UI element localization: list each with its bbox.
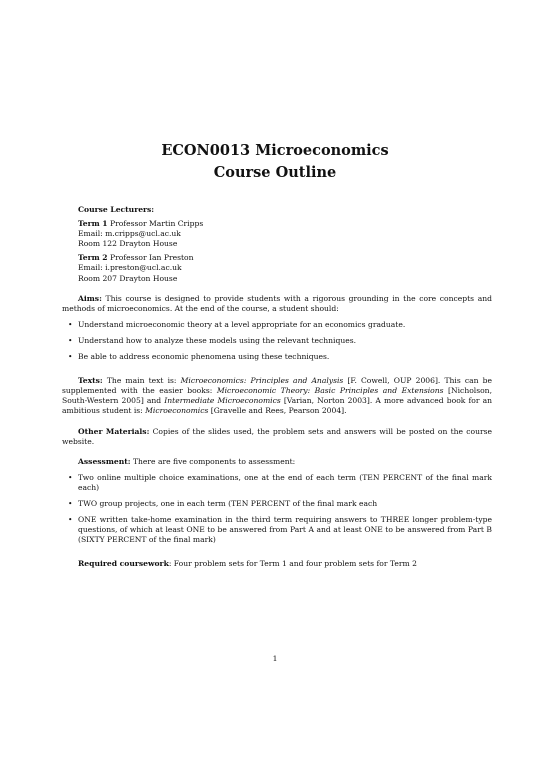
aims-text: This course is designed to provide students with a rigorous grounding in the core concepts and methods of microeconomics. At the end of the course, a student should: (62, 293, 492, 313)
assessment-paragraph (62, 457, 492, 467)
texts-label: Texts: (78, 376, 103, 386)
texts-part1: The main text is: (106, 376, 181, 386)
term1-email: Email: m.cripps@ucl.ac.uk (78, 229, 181, 239)
other-materials-label: Other Materials: (78, 426, 150, 436)
course-title: ECON0013 Microeconomics (161, 142, 389, 159)
lecturers-heading: Course Lecturers: (78, 205, 155, 214)
coursework-text: : Four problem sets for Term 1 and four problem sets for Term 2 (168, 559, 417, 569)
texts-part4: [Varian, Norton 2003]. A more advanced book for an ambitious student is: (62, 396, 492, 416)
document-subtitle: Course Outline (213, 164, 337, 181)
assessment-list (62, 473, 492, 546)
term1-room: Room 122 Drayton House (78, 239, 178, 249)
aims-list (62, 320, 492, 362)
aims-item: • Understand microeconomic theory at a level appropriate for an economics graduate. (62, 320, 492, 330)
other-materials-text: Copies of the slides used, the problem sets and answers will be posted on the course website. (62, 426, 492, 446)
term2-label: Term 2 (78, 253, 108, 263)
document-body (62, 205, 492, 569)
aims-item: • Understand how to analyze these models using the relevant techniques. (62, 336, 492, 346)
aims-label: Aims: (78, 293, 102, 303)
term2-room: Room 207 Drayton House (78, 273, 178, 283)
assessment-item: • ONE written take-home examination in the third term requiring answers to THREE longer problem-type questions, of which at least ONE to be answered from Part A and at least ONE to be answered from Part B (SIXTY PERCENT of the final mark) (62, 515, 492, 545)
coursework-label: Required coursework (78, 559, 169, 569)
texts-part3: [Nicholson, South-Western 2005] and (62, 386, 492, 406)
book3-title: Intermediate Microeconomics (164, 396, 281, 406)
aims-paragraph (62, 294, 492, 314)
book4-title: Microeconomics (145, 406, 209, 416)
main-book-title: Microeconomics: Principles and Analysis (180, 376, 344, 386)
texts-part2: [F. Cowell, OUP 2006]. This can be supplemented with the easier books: (62, 376, 492, 396)
texts-paragraph (62, 376, 492, 416)
book2-title: Microeconomic Theory: Basic Principles and Extensions (216, 386, 444, 396)
term1-lecturer (78, 219, 492, 249)
assessment-item: • TWO group projects, one in each term (TEN PERCENT of the final mark each (62, 499, 492, 509)
term1-name: Professor Martin Cripps (110, 219, 204, 229)
term2-lecturer (78, 253, 492, 283)
term1-label: Term 1 (78, 219, 108, 229)
term2-email: Email: i.preston@ucl.ac.uk (78, 263, 182, 273)
assessment-item: • Two online multiple choice examinations, one at the end of each term (TEN PERCENT of the final mark each) (62, 473, 492, 493)
page-number: 1 (272, 654, 278, 663)
coursework-paragraph (62, 559, 492, 569)
aims-item: • Be able to address economic phenomena using these techniques. (62, 352, 492, 362)
texts-part5: [Gravelle and Rees, Pearson 2004]. (208, 406, 347, 416)
assessment-label: Assessment: (78, 456, 131, 466)
term2-name: Professor Ian Preston (110, 253, 194, 263)
assessment-text: There are five components to assessment: (132, 456, 296, 466)
other-materials-paragraph (62, 427, 492, 447)
